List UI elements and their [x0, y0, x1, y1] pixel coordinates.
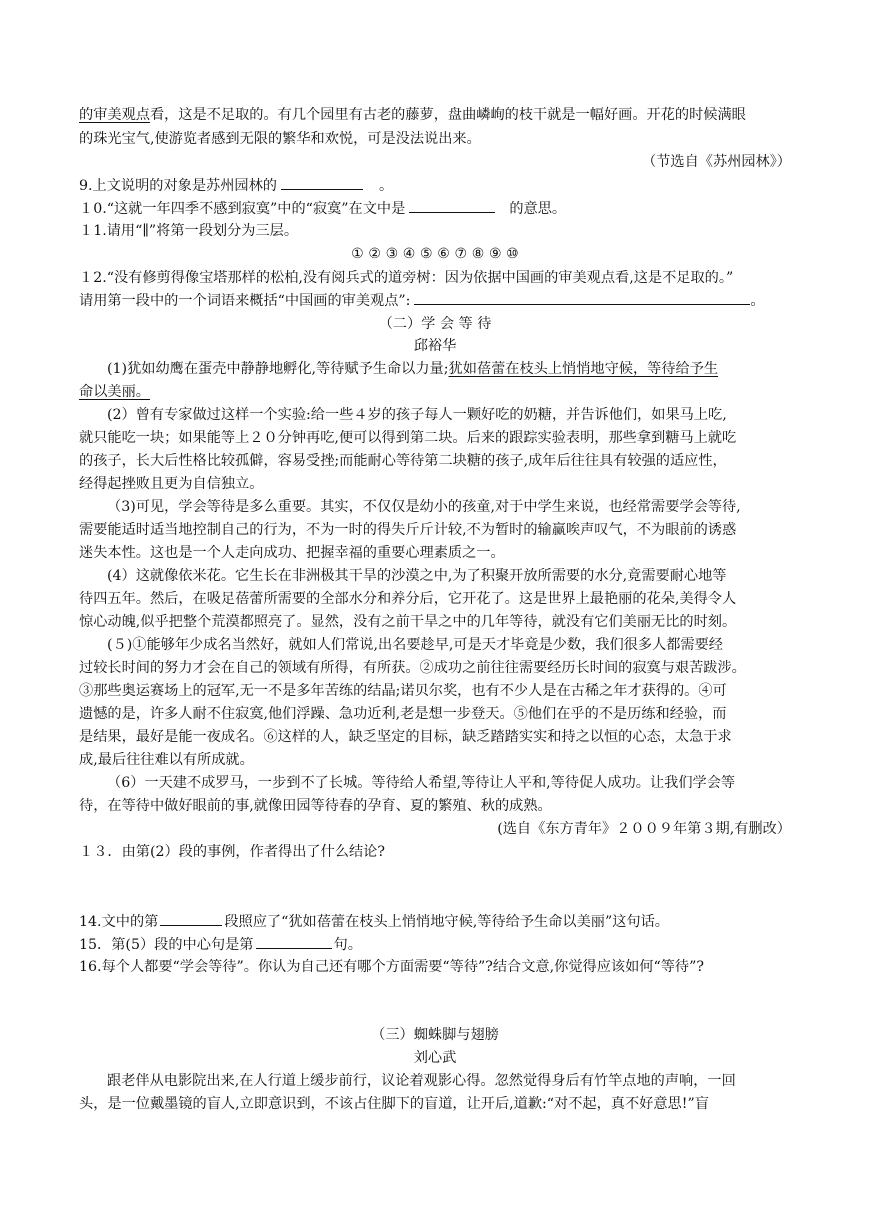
answer-blank-q12[interactable] — [414, 290, 750, 305]
question-16: 16.每个人都要“学会等待”。你认为自己还有哪个方面需要“等待”?结合文意,你觉得应该如何“等待”? — [79, 959, 704, 975]
paragraph-2-line: 经得起挫败且更为自信独立。 — [79, 476, 264, 492]
paragraph-3-line: （3)可见，学会等待是多么重要。其实，不仅仅是幼小的孩童,对于中学生来说，也经常需要学会等待, — [107, 499, 741, 515]
paragraph-2-line: (2）曾有专家做过这样一个实验:给一些４岁的孩子每人一颗好吃的奶糖，并告诉他们，如果马上吃, — [107, 407, 727, 423]
intro-source: （节选自《苏州园林》） — [642, 154, 791, 170]
answer-blank-q15[interactable] — [256, 934, 332, 949]
section-3-title: （三）蜘蛛脚与翅膀 — [371, 1027, 499, 1043]
answer-blank-q14[interactable] — [160, 911, 222, 926]
intro-line-1: 的审美观点看，这是不足取的。有几个园里有古老的藤萝，盘曲嶙峋的枝干就是一幅好画。开花的时候满眼 — [79, 107, 746, 123]
answer-blank-q9[interactable] — [281, 175, 363, 190]
section-3-line: 跟老伴从电影院出来,在人行道上缓步前行，议论着观影心得。忽然觉得身后有竹竿点地的声响，一回 — [107, 1073, 736, 1089]
paragraph-5-line: 成,最后往往难以有所成就。 — [79, 752, 254, 768]
paragraph-1-line-1: (1)犹如幼鹰在蛋壳中静静地孵化,等待赋予生命以力量;犹如蓓蕾在枝头上悄悄地守候，等待给予生 — [107, 361, 719, 377]
section-2-author: 邱裕华 — [413, 338, 457, 354]
paragraph-5-line: ③那些奥运赛场上的冠军,无一不是多年苦练的结晶;诺贝尔奖，也有不少人是在古稀之年才获得的。④可 — [79, 683, 727, 699]
paragraph-4-line: 惊心动魄,似乎把整个荒漠都照亮了。显然，没有之前干旱之中的几年等待，就没有它们美丽无比的时刻。 — [79, 614, 737, 630]
paragraph-6-line: 待，在等待中做好眼前的事,就像田园等待春的孕育、夏的繁殖、秋的成熟。 — [79, 798, 552, 814]
question-9: 9.上文说明的对象是苏州园林的 。 — [79, 175, 791, 196]
question-14: 14.文中的第 段照应了“犹如蓓蕾在枝头上悄悄地守候,等待给予生命以美丽”这句话。 — [79, 911, 791, 932]
intro-line-2: 的珠光宝气,使游览者感到无限的繁华和欢悦，可是没法说出来。 — [79, 131, 481, 147]
paragraph-5-line: 过较长时间的努力才会在自己的领域有所得，有所获。②成功之前往往需要经历长时间的寂寞与艰苦跋涉。 — [79, 660, 746, 676]
layer-marks: ① ② ③ ④ ⑤ ⑥ ⑦ ⑧ ⑨ ⑩ — [351, 246, 519, 262]
paragraph-3-line: 需要能适时适当地控制自己的行为，不为一时的得失斤斤计较,不为暂时的输赢唉声叹气，不为眼前的诱惑 — [79, 522, 737, 538]
question-12-line-1: １2.“没有修剪得像宝塔那样的松柏,没有阅兵式的道旁树：因为依据中国画的审美观点看,这是不足取的。” — [79, 270, 734, 286]
section-2-title: （二）学 会 等 待 — [378, 316, 492, 332]
paragraph-3-line: 迷失本性。这也是一个人走向成功、把握幸福的重要心理素质之一。 — [79, 545, 505, 561]
paragraph-5-line: 遗憾的是，许多人耐不住寂寞,他们浮躁、急功近利,老是想一步登天。⑤他们在乎的不是历练和经验，而 — [79, 706, 727, 722]
section-3-author: 刘心武 — [413, 1050, 457, 1066]
paragraph-4-line: (4）这就像依米花。它生长在非洲极其干旱的沙漠之中,为了积聚开放所需要的水分,竟需要耐心地等 — [107, 568, 727, 584]
underlined-sentence: 犹如蓓蕾在枝头上悄悄地守候，等待给予生 — [448, 361, 719, 377]
paragraph-6-line: （6）一天建不成罗马，一步到不了长城。等待给人希望,等待让人平和,等待促人成功。让我们学会等 — [107, 775, 736, 791]
question-12-line-2: 请用第一段中的一个词语来概括“中国画的审美观点”: 。 — [79, 290, 791, 311]
question-13: １３．由第(2）段的事例，作者得出了什么结论? — [79, 844, 385, 860]
section-3-line: 头，是一位戴墨镜的盲人,立即意识到，不该占住脚下的盲道，让开后,道歉:“对不起，真不好意思!”盲 — [79, 1096, 709, 1112]
paragraph-2-line: 就只能吃一块；如果能等上２０分钟再吃,便可以得到第二块。后来的跟踪实验表明，那些拿到糖马上就吃 — [79, 430, 737, 446]
paragraph-5-line: 是结果，最好是能一夜成名。⑥这样的人，缺乏坚定的目标，缺乏踏踏实实和持之以恒的心态，太急于求 — [79, 729, 732, 745]
paragraph-4-line: 待四五年。然后，在吸足蓓蕾所需要的全部水分和养分后，它开花了。这是世界上最艳丽的花朵,美得令人 — [79, 591, 737, 607]
question-15: 15．第(5）段的中心句是第 句。 — [79, 934, 791, 955]
paragraph-1-line-2: 命以美丽。 — [79, 384, 150, 400]
section-2-source: (选自《东方青年》２００９年第３期,有删改） — [497, 821, 791, 837]
paragraph-5-line: (５)①能够年少成名当然好，就如人们常说,出名要趁早,可是天才毕竟是少数，我们很多人都需要经 — [107, 637, 723, 653]
underlined-phrase: 的审美观点 — [79, 107, 150, 123]
question-11: １1.请用“∥”将第一段划分为三层。 — [79, 223, 299, 239]
question-10: １0.“这就一年四季不感到寂寞”中的“寂寞”在文中是 的意思。 — [79, 198, 791, 219]
paragraph-2-line: 的孩子，长大后性格比较孤僻，容易受挫;而能耐心等待第二块糖的孩子,成年后往往具有较强的适应性， — [79, 453, 727, 469]
answer-blank-q10[interactable] — [409, 198, 495, 213]
